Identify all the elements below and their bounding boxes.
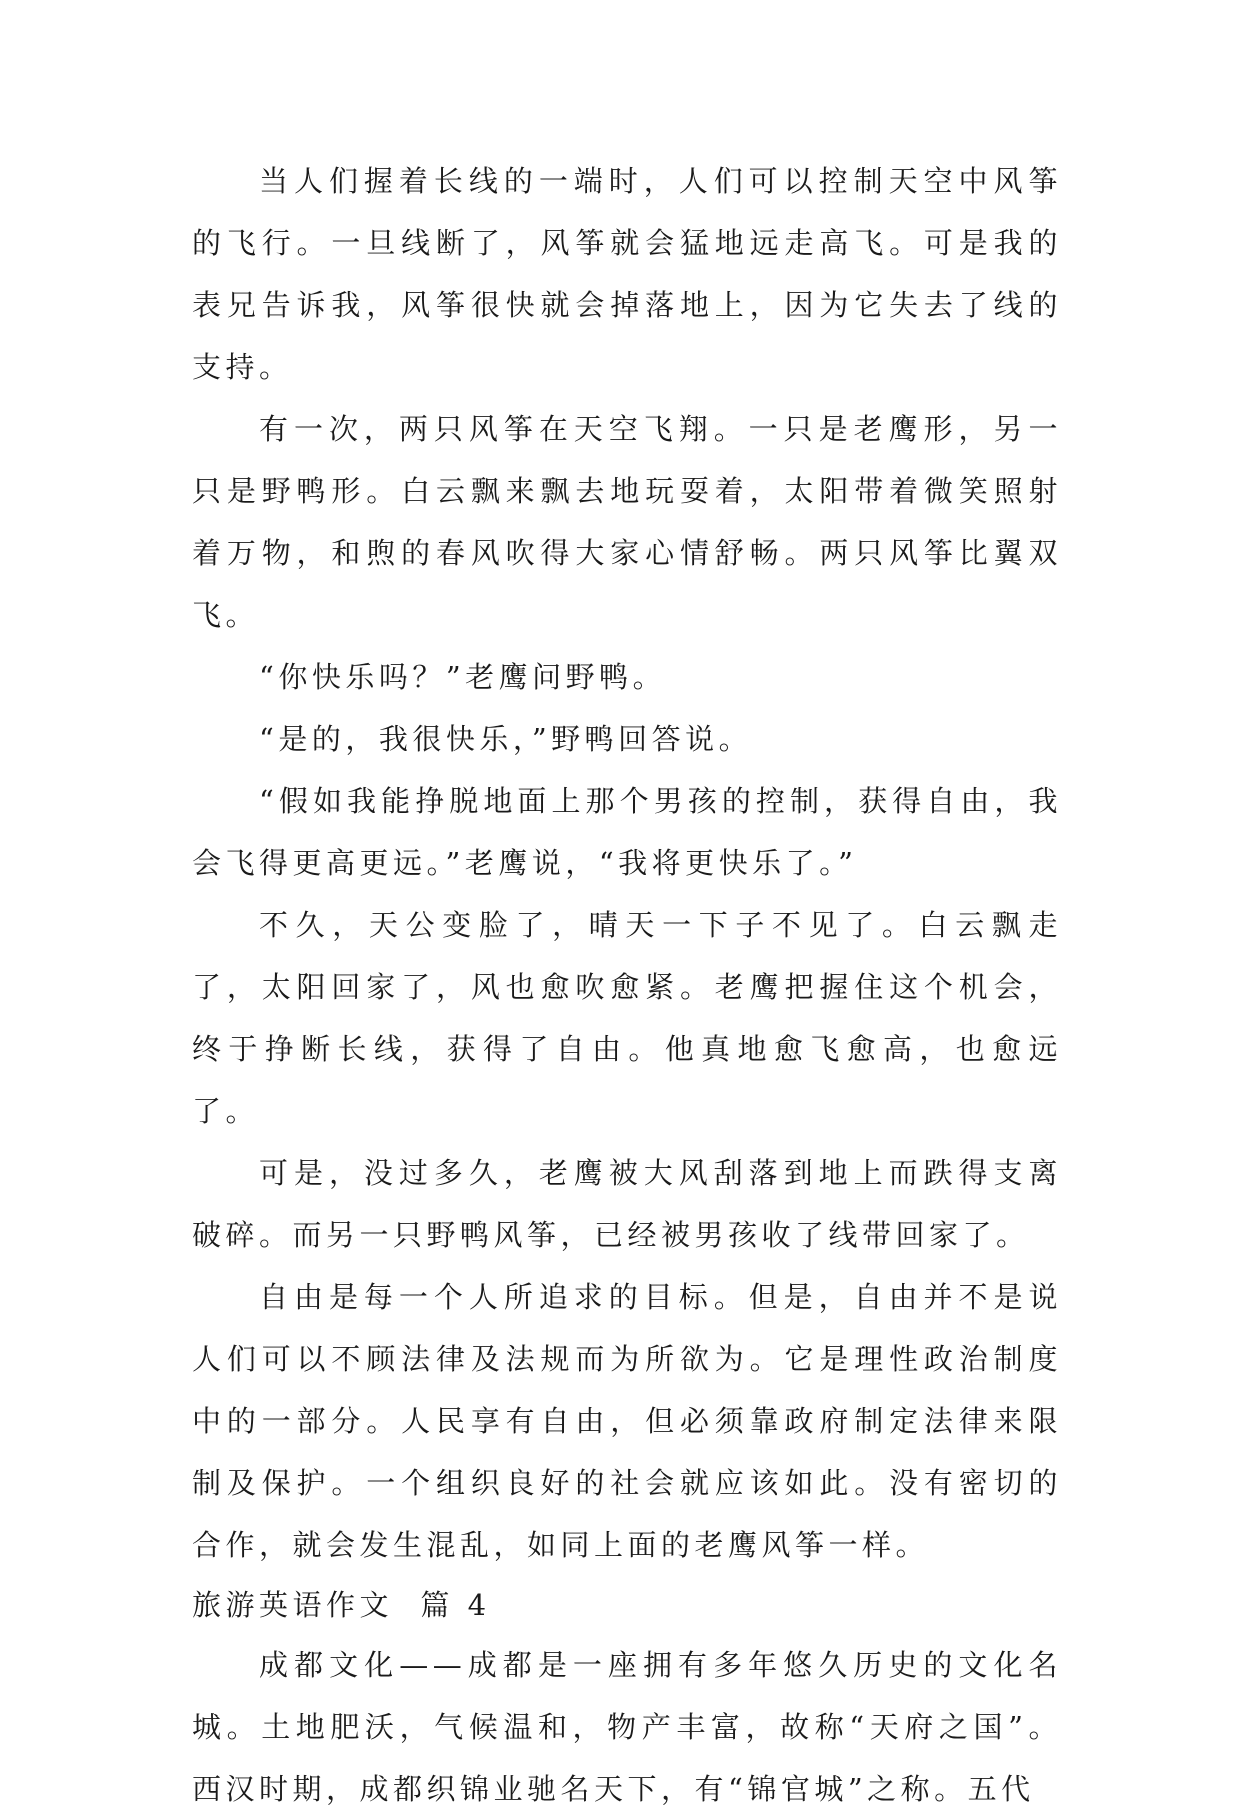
section-heading: 旅游英语作文 篇 4: [192, 1588, 491, 1622]
paragraph: 有一次，两只风筝在天空飞翔。一只是老鹰形，另一只是野鸭形。白云飘来飘去地玩耍着，太阳带着微笑照射着万物，和煦的春风吹得大家心情舒畅。两只风筝比翼双飞。: [192, 412, 1062, 632]
paragraph: “是的，我很快乐，”野鸭回答说。: [259, 722, 753, 756]
paragraph: 自由是每一个人所追求的目标。但是，自由并不是说人们可以不顾法律及法规而为所欲为。它是理性政治制度中的一部分。人民享有自由，但必须靠政府制定法律来限制及保护。一个组织良好的社会就应该如此。没有密切的合作，就会发生混乱，如同上面的老鹰风筝一样。: [192, 1280, 1062, 1562]
paragraph: 不久，天公变脸了，晴天一下子不见了。白云飘走了，太阳回家了，风也愈吹愈紧。老鹰把握住这个机会，终于挣断长线，获得了自由。他真地愈飞愈高，也愈远了。: [192, 908, 1062, 1128]
document-body: [192, 150, 1062, 1820]
paragraph: 可是，没过多久，老鹰被大风刮落到地上而跌得支离破碎。而另一只野鸭风筝，已经被男孩收了线带回家了。: [192, 1156, 1062, 1252]
paragraph: 当人们握着长线的一端时，人们可以控制天空中风筝的飞行。一旦线断了，风筝就会猛地远走高飞。可是我的表兄告诉我，风筝很快就会掉落地上，因为它失去了线的支持。: [192, 164, 1062, 384]
paragraph: “你快乐吗？”老鹰问野鸭。: [259, 660, 667, 694]
section-paragraph: 成都文化——成都是一座拥有多年悠久历史的文化名城。土地肥沃，气候温和，物产丰富，故称“天府之国”。西汉时期，成都织锦业驰名天下，有“锦官城”之称。五代: [192, 1648, 1062, 1806]
paragraph: “假如我能挣脱地面上那个男孩的控制，获得自由，我会飞得更高更远。”老鹰说，“我将更快乐了。”: [192, 784, 1062, 880]
